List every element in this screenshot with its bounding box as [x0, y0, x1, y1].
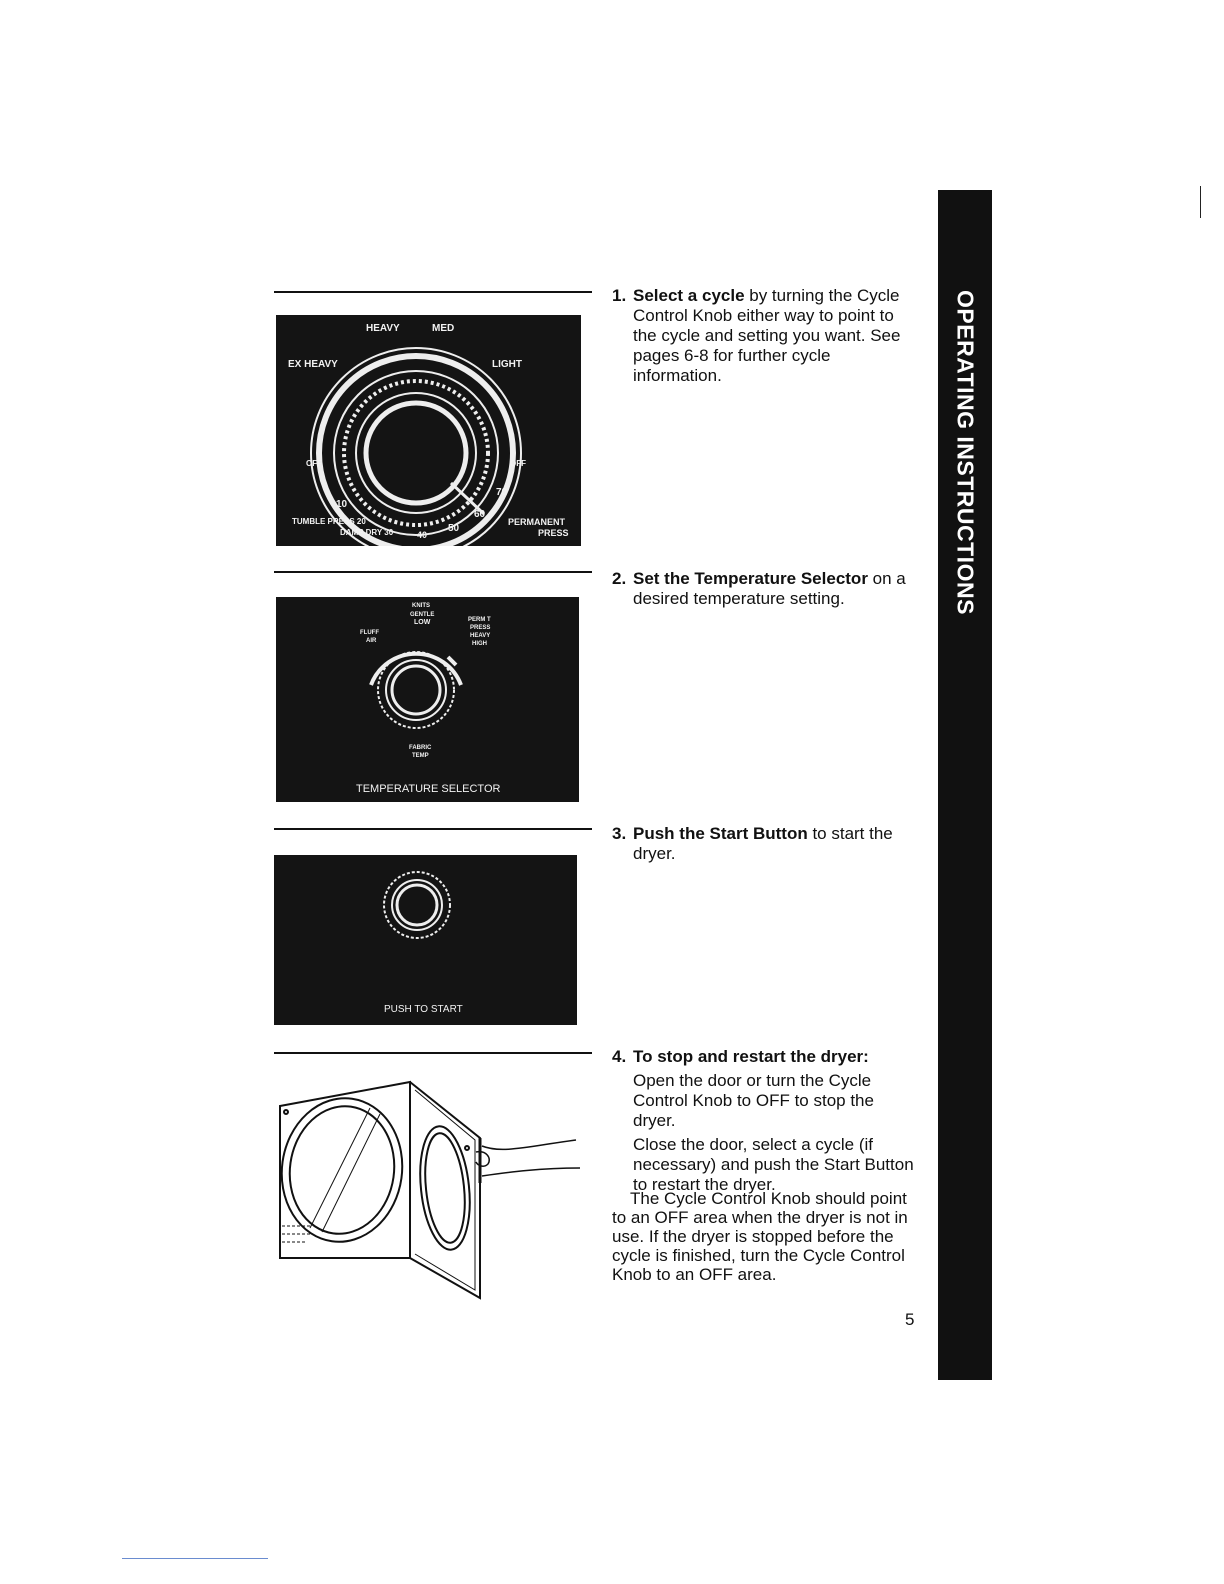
dryer-door-illustration: [270, 1068, 590, 1308]
cycle-label-ex-heavy: EX HEAVY: [288, 359, 338, 370]
step-2-text: on a desired temperature setting.: [633, 569, 906, 608]
cycle-label-40: 40: [417, 530, 428, 540]
cycle-label-light: LIGHT: [492, 359, 522, 370]
step-1: [612, 286, 917, 386]
cycle-label-60: 60: [474, 509, 486, 520]
cycle-label-press: PRESS: [538, 528, 569, 538]
step-3-text: to start the dryer.: [633, 824, 893, 863]
temperature-selector-panel: [276, 597, 579, 802]
step-4-heading: To stop and restart the dryer:: [633, 1047, 869, 1066]
temp-label-gentle: GENTLE: [410, 612, 435, 618]
step-4-paragraph-1: Open the door or turn the Cycle Control Knob to OFF to stop the dryer.: [633, 1071, 874, 1130]
step-3: [612, 824, 917, 864]
step-2-number: 2.: [612, 569, 627, 588]
step-1-text: by turning the Cycle Control Knob either way to point to the cycle and setting you want. See pages 6-8 for further cycle information.: [633, 286, 901, 385]
temp-label-temp: TEMP: [412, 753, 429, 759]
cycle-label-off-right: OFF: [510, 459, 526, 468]
cycle-label-off-left: OFF: [306, 459, 322, 468]
cycle-label-heavy: HEAVY: [366, 323, 400, 334]
temp-label-knits: KNITS: [412, 603, 430, 609]
temp-label-air: AIR: [366, 638, 377, 644]
step-2: [612, 569, 917, 609]
step-2-heading: Set the Temperature Selector: [633, 569, 868, 588]
cycle-label-70: 70: [496, 487, 508, 498]
off-area-note: The Cycle Control Knob should point to an OFF area when the dryer is not in use. If the dryer is stopped before the cycle is finished, turn the Cycle Control Knob to an OFF area.: [612, 1189, 908, 1284]
temp-label-fabric: FABRIC: [409, 745, 432, 751]
section-rule-4: [274, 1052, 592, 1054]
start-button-panel: [274, 855, 577, 1025]
temp-label-perm-press: PRESS: [470, 625, 491, 631]
cycle-label-permanent: PERMANENT: [508, 517, 566, 527]
temp-label-fluff: FLUFF: [360, 630, 379, 636]
temperature-selector-caption: TEMPERATURE SELECTOR: [356, 783, 501, 795]
page-number: 5: [905, 1310, 915, 1329]
cycle-label-30: DAMP DRY 30: [340, 528, 394, 537]
step-4-paragraph-2: Close the door, select a cycle (if necessary) and push the Start Button to restart the dryer.: [633, 1135, 914, 1194]
temp-label-perm: PERM T: [468, 617, 491, 623]
temp-label-low: LOW: [414, 619, 431, 626]
section-rule-2: [274, 571, 592, 573]
step-3-number: 3.: [612, 824, 627, 843]
section-rule-3: [274, 828, 592, 830]
step-4: [612, 1047, 917, 1199]
step-1-heading: Select a cycle: [633, 286, 745, 305]
temp-label-heavy: HEAVY: [470, 633, 491, 639]
cycle-control-panel: [276, 315, 581, 546]
step-3-heading: Push the Start Button: [633, 824, 808, 843]
start-button-graphic: [274, 855, 577, 1025]
section-side-tab: [938, 190, 992, 1380]
cycle-label-10: 10: [336, 499, 348, 510]
section-rule-1: [274, 291, 592, 293]
temp-label-high: HIGH: [472, 641, 487, 647]
start-button-caption: PUSH TO START: [384, 1004, 463, 1015]
cycle-label-med: MED: [432, 323, 455, 334]
cycle-label-20: TUMBLE PRESS 20: [292, 517, 366, 526]
cycle-label-50: 50: [448, 523, 460, 534]
side-tab-label: OPERATING INSTRUCTIONS: [952, 290, 979, 615]
temperature-dial-graphic: [276, 597, 579, 802]
step-1-number: 1.: [612, 286, 627, 305]
step-4-number: 4.: [612, 1047, 627, 1066]
margin-mark: [1200, 186, 1201, 218]
cycle-dial-graphic: [276, 315, 581, 546]
bottom-edge-line: [122, 1558, 268, 1559]
